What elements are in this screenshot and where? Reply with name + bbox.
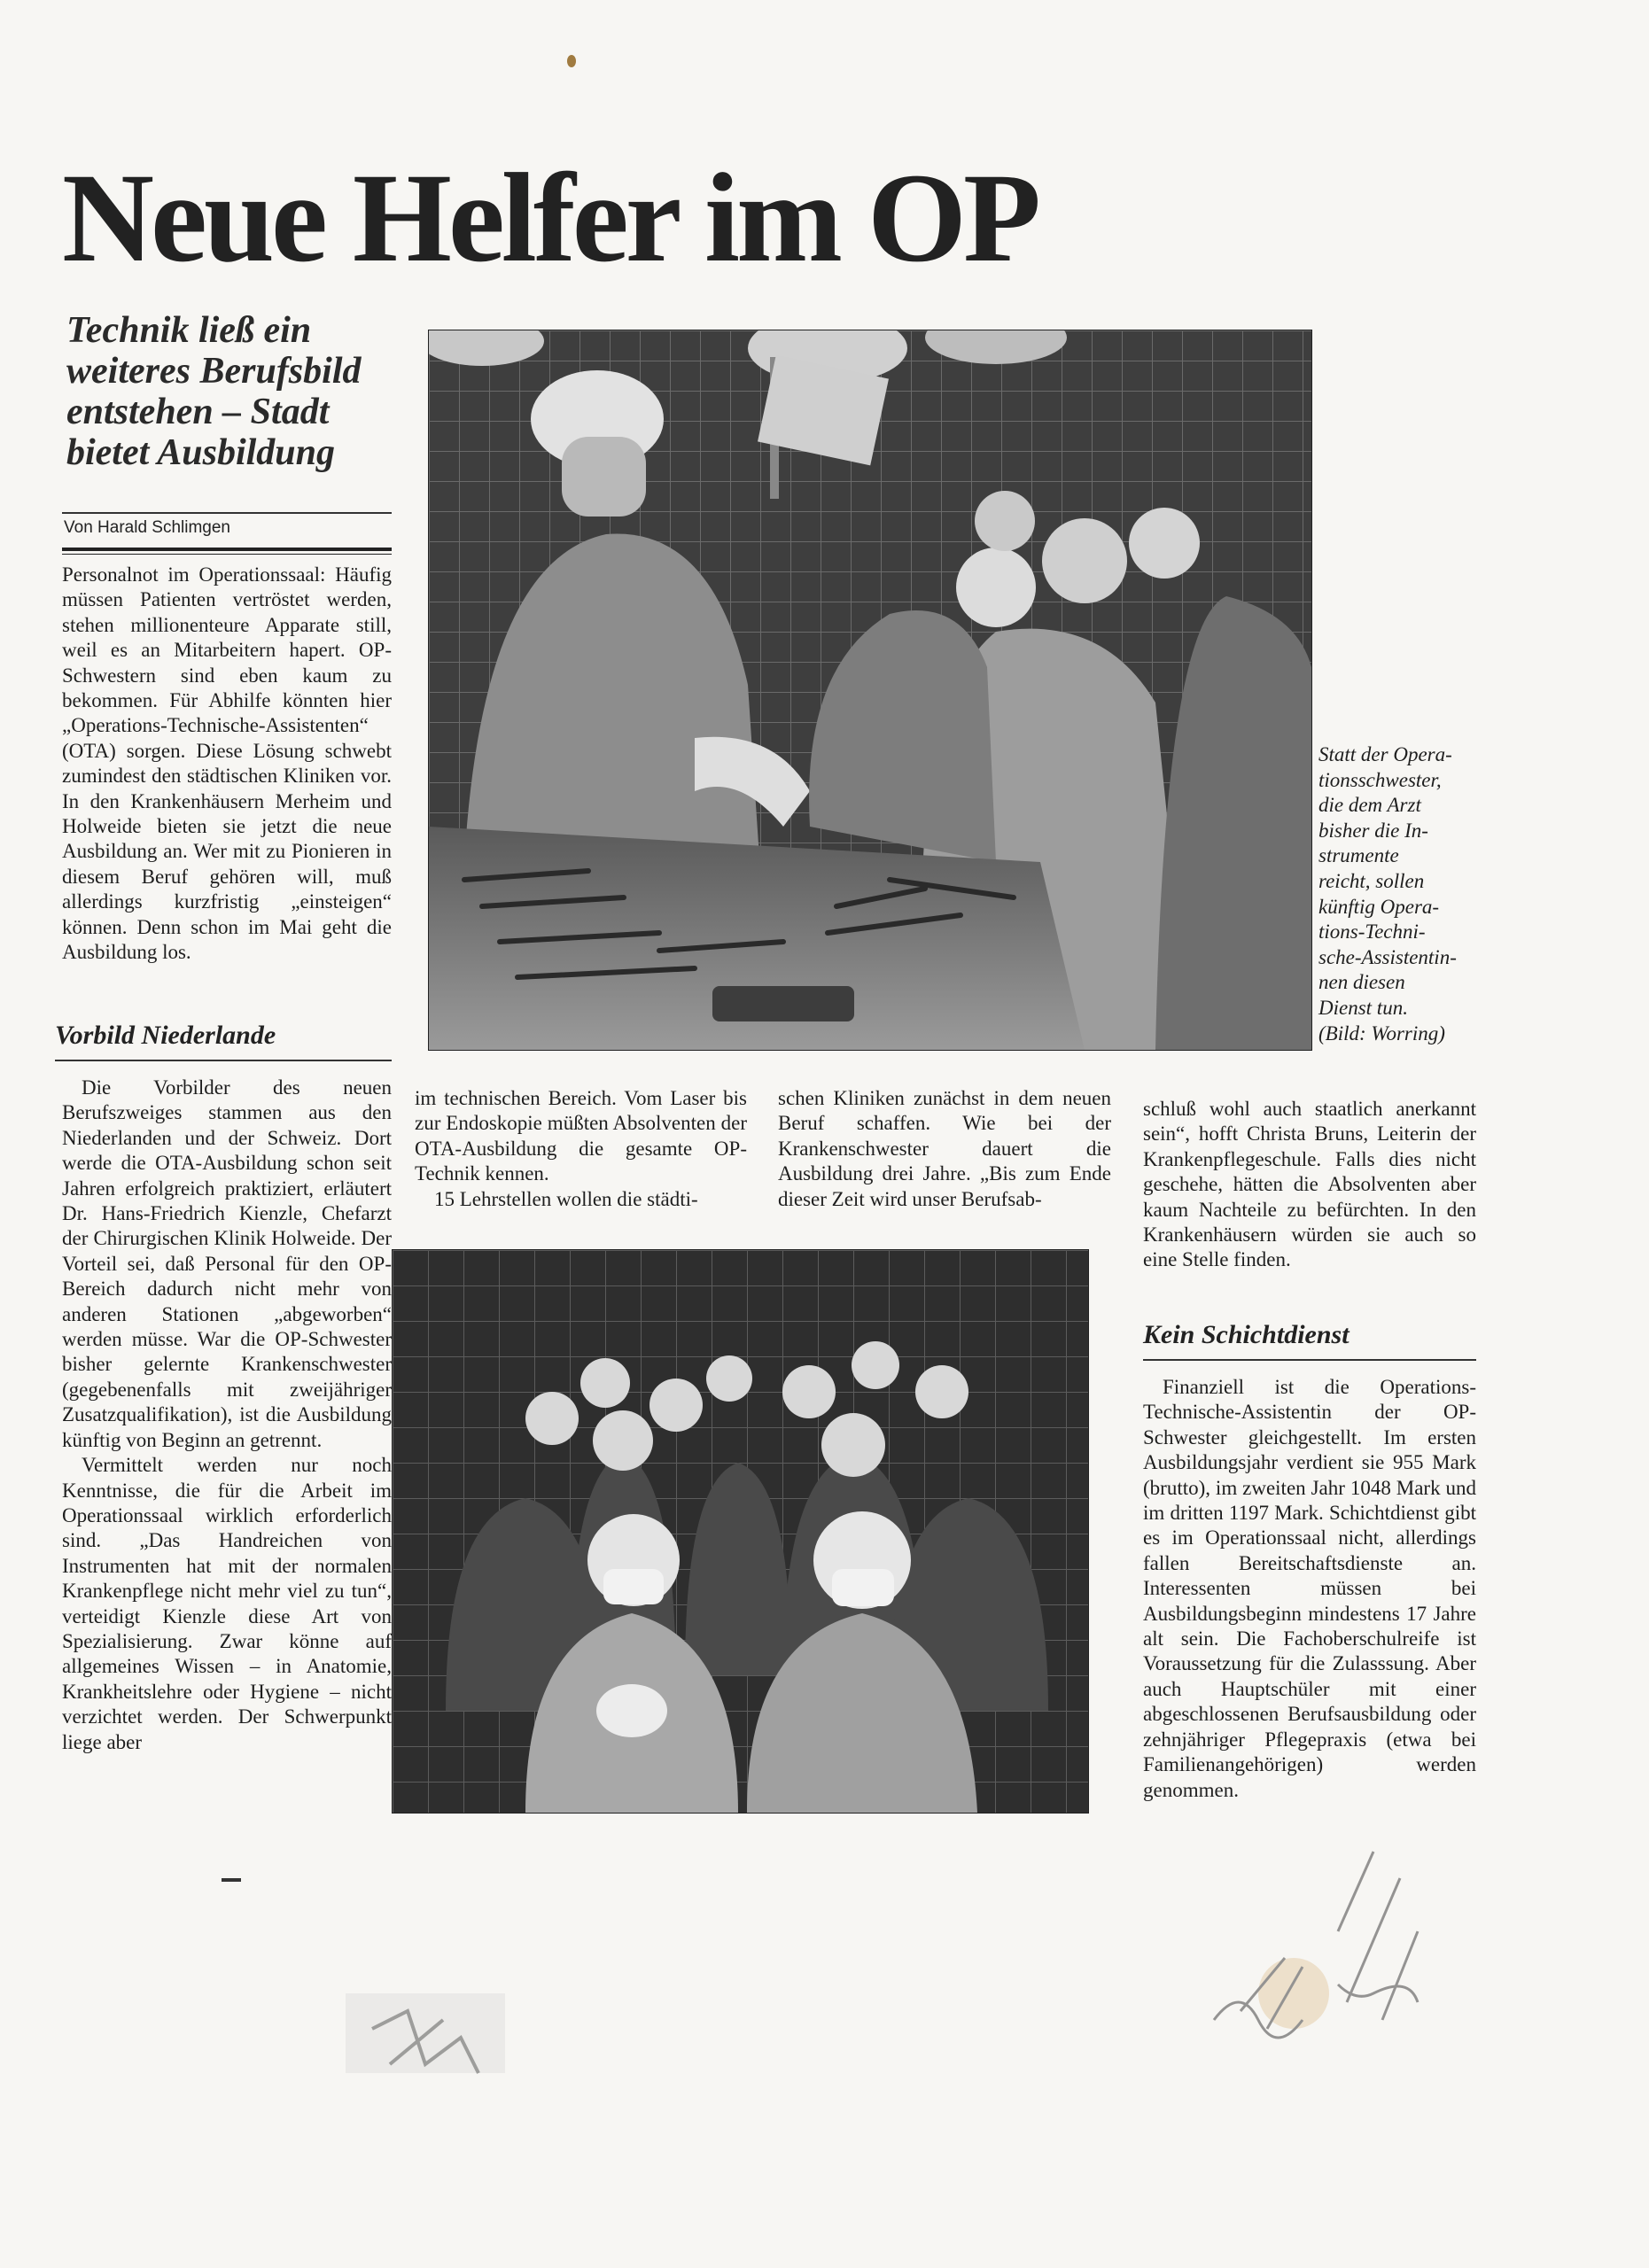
paragraph: Personalnot im Operationssaal: Häufig müssen Patienten vertröstet werden, stehen millionenteure Apparate still, weil es an Mitarbeitern hapert. OP-Schwestern sind eben kaum zu bekommen. Für Abhilfe könnten hier „Operations-Technische-Assistenten“ (OTA) sorgen. Diese Lösung schwebt zumindest den städtischen Kliniken vor. In den Krankenhäusern Merheim und Holweide bieten sie jetzt die neue Ausbildung an. Wer mit zu Pionieren in diesem Beruf gehören will, muß allerdings kurzfristig „einsteigen“ können. Denn schon im Mai geht die Ausbildung los.: [62, 563, 392, 964]
photo-caption: [1318, 742, 1487, 1046]
caption-line: nen diesen: [1318, 971, 1405, 994]
caption-line: strumente: [1318, 844, 1399, 867]
paragraph: 15 Lehrstellen wollen die städti-: [434, 1187, 698, 1210]
pencil-doodle-icon: [337, 1976, 514, 2091]
column-4-top: [1143, 1097, 1476, 1273]
subtitle-kein-schichtdienst: Kein Schichtdienst: [1143, 1320, 1350, 1349]
operating-room-illustration: [429, 330, 1311, 1050]
group-photo: [392, 1249, 1089, 1814]
caption-line: reicht, sollen: [1318, 869, 1425, 892]
subtitle-vorbild-niederlande: Vorbild Niederlande: [55, 1021, 276, 1050]
operating-room-photo: [428, 330, 1312, 1051]
caption-line: Statt der Opera-: [1318, 743, 1452, 765]
caption-line: sche-Assistentin-: [1318, 945, 1457, 968]
caption-line: (Bild: Worring): [1318, 1021, 1445, 1045]
ink-dot: [567, 55, 576, 67]
column-1-body: [62, 1076, 392, 1755]
caption-line: tionsschwester,: [1318, 768, 1442, 791]
headline: Neue Helfer im OP: [62, 148, 1038, 289]
subtitle-rule: [55, 1060, 392, 1061]
subheadline: Technik ließ ein weiteres Berufsbild entstehen – Stadt bietet Ausbildung: [66, 310, 362, 473]
byline: Von Harald Schlimgen: [64, 518, 230, 537]
caption-line: künftig Opera-: [1318, 895, 1440, 918]
pencil-sketch-icon: [1205, 1825, 1471, 2047]
paragraph: Die Vorbilder des neuen Berufszweiges stammen aus den Niederlanden und der Schweiz. Dort werde die OTA-Ausbildung schon seit Jahren erfolgreich praktiziert, erläutert Dr. Hans-Friedrich Kienzle, Chefarzt der Chirurgischen Klinik Holweide. Der Vorteil sei, daß Personal für den OP-Bereich dadurch nicht mehr von anderen Stationen „abgeworben“ werden müsse. War die OP-Schwester bisher gelernte Krankenschwester (gegebenenfalls mit zweijähriger Zusatzqualifikation), ist die Ausbildung künftig von Beginn an getrennt.: [62, 1076, 392, 1451]
paragraph: schluß wohl auch staatlich anerkannt sein“, hofft Christa Bruns, Leiterin der Krankenpflegeschule. Falls dies nicht geschehe, hätten die Absolventen aber kaum Nachteile zu befürchten. In den Krankenhäusern würden sie auch so eine Stelle finden.: [1143, 1098, 1476, 1271]
column-1-intro: [62, 563, 392, 966]
dash-mark: [222, 1878, 241, 1882]
column-4-body: [1143, 1375, 1476, 1803]
column-3: [778, 1086, 1111, 1212]
caption-line: tions-Techni-: [1318, 920, 1426, 944]
byline-top-rule: [62, 512, 392, 514]
subtitle-rule: [1143, 1359, 1476, 1361]
paragraph: Finanziell ist die Operations-Technische-Assistentin der OP-Schwester gleichgestellt. Im ersten Ausbildungsjahr verdient sie 955 Mark (brutto), im zweiten Jahr 1048 Mark und im dritten 1197 Mark. Schichtdienst gibt es im Operationssaal nicht, allerdings fallen Bereitschaftsdienste an. Interessenten müssen bei Ausbildungsbeginn mindestens 17 Jahre alt sein. Die Fachoberschulreife ist Voraussetzung für die Zulasssung. Aber auch Hauptschüler mit einer abgeschlossenen Berufsausbildung oder zehnjähriger Pflegepraxis (etwa bei Familienangehörigen) werden genommen.: [1143, 1376, 1476, 1801]
byline-rule: [62, 548, 392, 555]
caption-line: die dem Arzt: [1318, 794, 1421, 817]
group-photo-illustration: [393, 1250, 1088, 1813]
column-2: [415, 1086, 747, 1212]
paragraph: im technischen Bereich. Vom Laser bis zur Endoskopie müßten Absolventen der OTA-Ausbildung die gesamte OP-Technik kennen.: [415, 1087, 747, 1185]
paragraph: Vermittelt werden nur noch Kenntnisse, die für die Arbeit im Operationssaal wirklich erforderlich sind. „Das Handreichen von Instrumenten hat mit der normalen Krankenpflege nicht mehr viel zu tun“, verteidigt Kienzle diese Art von Spezialisierung. Zwar könne auf allgemeines Wissen – in Anatomie, Krankheitslehre oder Hygiene – nicht verzichtet werden. Der Schwerpunkt liege aber: [62, 1454, 392, 1753]
caption-line: bisher die In-: [1318, 819, 1428, 842]
paragraph: schen Kliniken zunächst in dem neuen Beruf schaffen. Wie bei der Krankenschwester dauert die Ausbildung drei Jahre. „Bis zum Ende dieser Zeit wird unser Berufsab-: [778, 1087, 1111, 1210]
caption-line: Dienst tun.: [1318, 996, 1408, 1019]
